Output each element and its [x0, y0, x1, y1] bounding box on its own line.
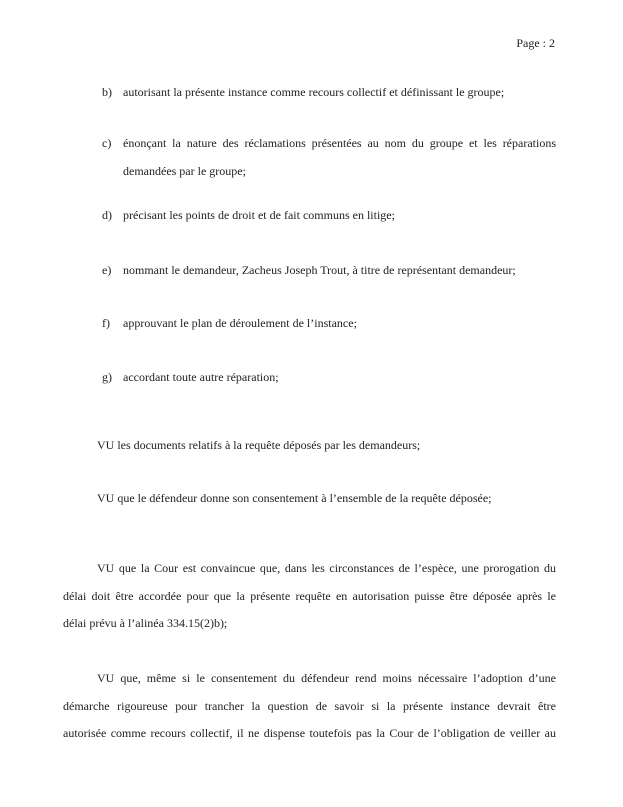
- text-line: démarche rigoureuse pour trancher la question de savoir si la présente instance devrait être: [63, 698, 556, 713]
- recital-paragraph-documents: [63, 432, 556, 460]
- recital-paragraph-consentement: [63, 485, 556, 513]
- text-line: approuvant le plan de déroulement de l’instance;: [123, 316, 357, 330]
- list-item-d: [102, 202, 556, 230]
- text-line: autorisée comme recours collectif, il ne dispense toutefois pas la Cour de l’obligation de veiller au: [63, 726, 556, 740]
- page-number: Page : 2: [516, 36, 555, 50]
- text-line: précisant les points de droit et de fait communs en litige;: [123, 208, 395, 222]
- text-line: VU que le défendeur donne son consentement à l’ensemble de la requête déposée;: [97, 491, 492, 505]
- list-item-b-text: [123, 79, 556, 107]
- recital-paragraph-prorogation: [63, 555, 556, 638]
- list-item-e: [102, 257, 556, 285]
- list-marker-d: d): [102, 208, 112, 222]
- text-line: accordant toute autre réparation;: [123, 370, 279, 384]
- list-item-d-text: [123, 202, 556, 230]
- list-item-b: [102, 79, 556, 107]
- list-item-g-text: [123, 364, 556, 392]
- list-marker-g: g): [102, 370, 112, 384]
- text-line: VU les documents relatifs à la requête déposés par les demandeurs;: [97, 438, 421, 452]
- text-line: délai doit être accordée pour que la présente requête en autorisation puisse être déposée après le: [63, 588, 556, 603]
- text-line: demandées par le groupe;: [123, 163, 246, 178]
- text-line: nommant le demandeur, Zacheus Joseph Trout, à titre de représentant demandeur;: [123, 263, 516, 277]
- list-marker-b: b): [102, 85, 112, 99]
- text-line: VU que, même si le consentement du défendeur rend moins nécessaire l’adoption d’une: [97, 671, 556, 685]
- list-item-f: [102, 310, 556, 338]
- list-item-f-text: [123, 310, 556, 338]
- text-line: délai prévu à l’alinéa 334.15(2)b);: [63, 616, 228, 630]
- text-line: VU que la Cour est convaincue que, dans les circonstances de l’espèce, une prorogation du: [97, 561, 556, 575]
- list-marker-c: c): [102, 136, 112, 150]
- list-item-c-text: [123, 130, 556, 185]
- text-line: autorisant la présente instance comme recours collectif et définissant le groupe;: [123, 85, 505, 99]
- list-marker-f: f): [102, 316, 110, 330]
- text-line: énonçant la nature des réclamations présentées au nom du groupe et les réparations: [123, 136, 556, 150]
- list-marker-e: e): [102, 263, 112, 277]
- recital-paragraph-obligation: [63, 665, 556, 748]
- list-item-e-text: [123, 257, 556, 285]
- list-item-c: [102, 130, 556, 185]
- list-item-g: [102, 364, 556, 392]
